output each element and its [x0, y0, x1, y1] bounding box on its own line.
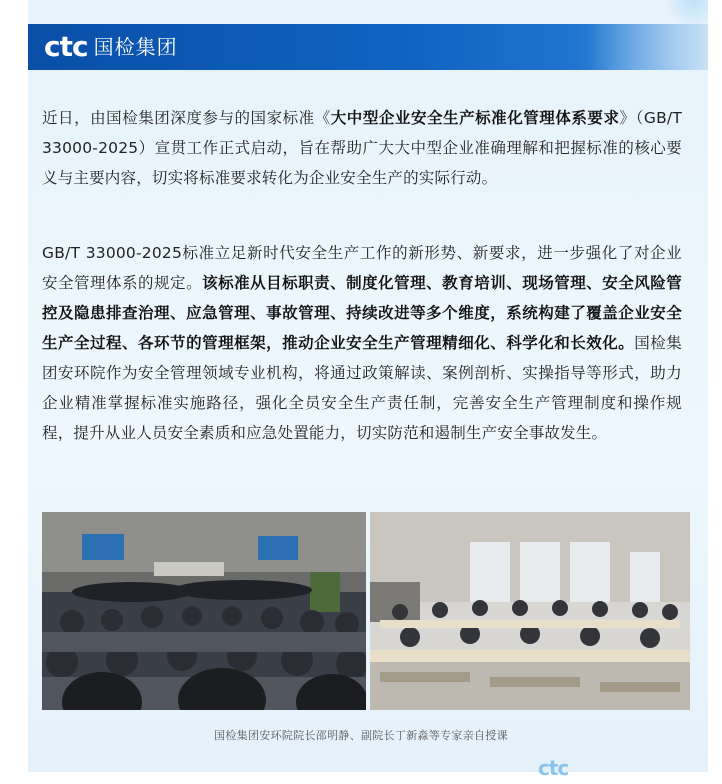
p2-run-0: GB/T 33000-2025标准立足新时代安全生产工作的新形势、新要求，进一步强化了对企业安全管理体系的规定。 — [42, 244, 682, 292]
brand-logo — [44, 30, 178, 64]
photo-caption: 国检集团安环院院长邵明静、副院长丁新淼等专家亲自授课 — [214, 729, 508, 742]
p2-run-2: 国检集团安环院作为安全管理领域专业机构，将通过政策解读、案例剖析、实操指导等形式，助力企业精准掌握标准实施路径，强化全员安全生产责任制，完善安全生产管理制度和操作规程，提升从业人员安全素质和应急处置能力，切实防范和遏制生产安全事故发生。 — [42, 334, 682, 442]
ctc-logo-mark: ctc — [44, 30, 88, 63]
corner-decoration — [660, 0, 708, 24]
footer-ctc-logo: ctc — [538, 756, 569, 780]
paragraph-standard — [42, 238, 682, 448]
classroom-photo — [370, 512, 690, 710]
p2-run-1: 该标准从目标职责、制度化管理、教育培训、现场管理、安全风险管控及隐患排查治理、应急管理、事故管理、持续改进等多个维度，系统构建了覆盖企业安全生产全过程、各环节的管理框架，推动企业安全生产管理精细化、科学化和长效化。 — [42, 274, 682, 352]
lecture-hall-photo — [42, 512, 366, 710]
p1-run-1: 大中型企业安全生产标准化管理体系要求 — [330, 109, 620, 127]
paragraph-intro — [42, 103, 682, 193]
p1-run-2: 》（GB/T 33000-2025）宣贯工作正式启动，旨在帮助广大大中型企业准确理解和把握标准的核心要义与主要内容，切实将标准要求转化为企业安全生产的实际行动。 — [42, 109, 682, 187]
p1-run-0: 近日，由国检集团深度参与的国家标准《 — [42, 109, 331, 127]
brand-name: 国检集团 — [93, 35, 178, 59]
